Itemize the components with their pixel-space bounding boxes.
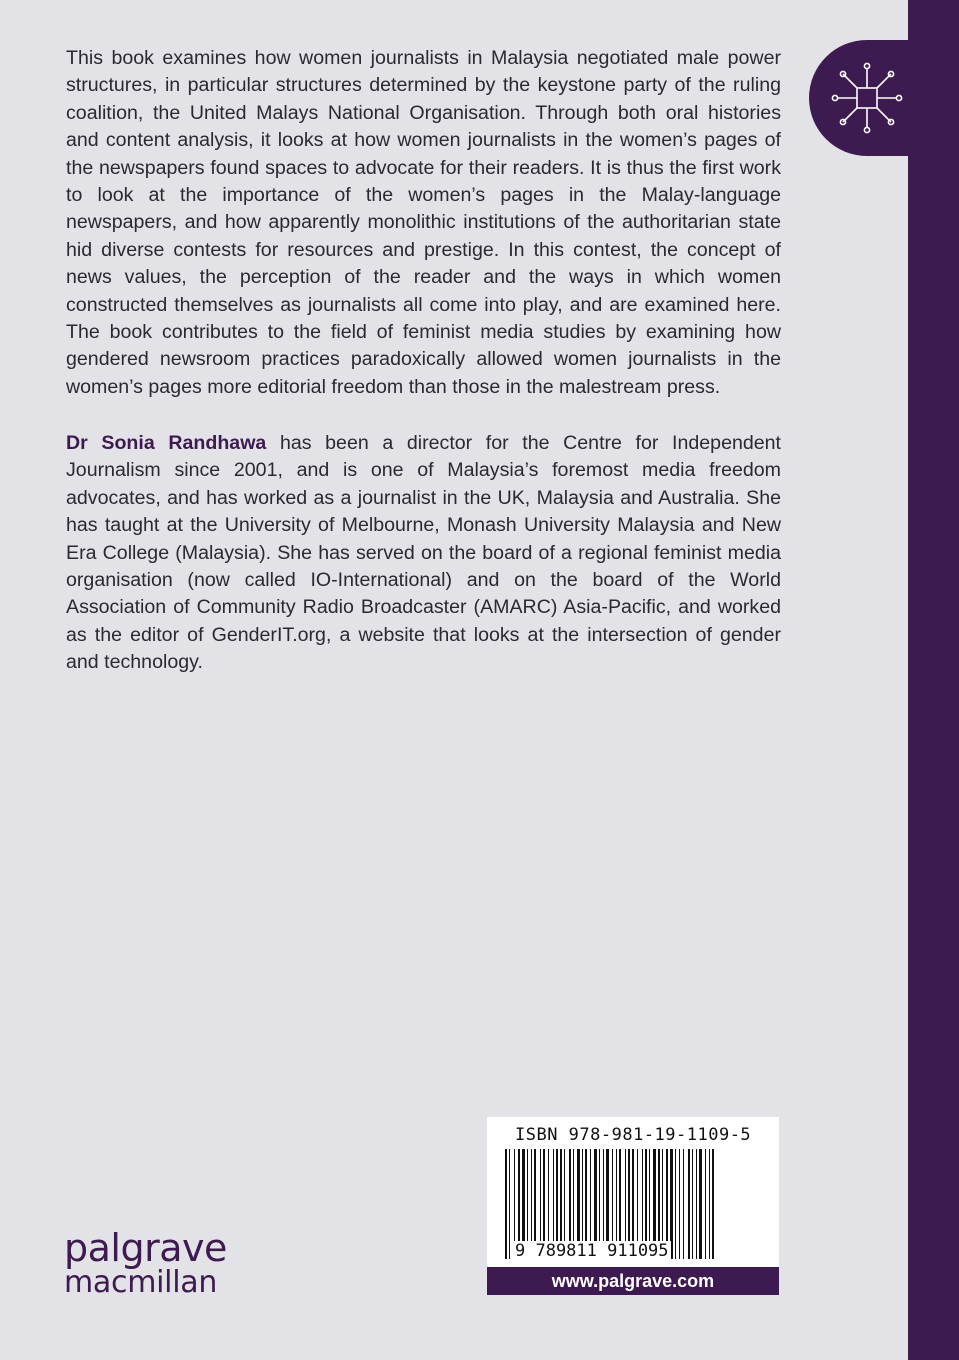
barcode-panel (487, 1117, 779, 1295)
isbn-label: ISBN 978-981-19-1109-5 (515, 1125, 752, 1145)
author-name: Dr Sonia Randhawa (66, 432, 267, 454)
author-bio-text: has been a director for the Centre for Independent Journalism since 2001, and is one of Malaysia’s foremost media freedom advocates, and has worked as a journalist in the UK, Malaysia and Australia. She has taught at the University of Melbourne, Monash University Malaysia and New Era College (Malaysia). She has served on the board of a regional feminist media organisation (now called IO-International) and on the board of the World Association of Community Radio Broadcaster (AMARC) Asia-Pacific, and worked as the editor of GenderIT.org, a website that looks at the intersection of gender and technology. (66, 432, 781, 674)
publisher-url: www.palgrave.com (487, 1267, 779, 1295)
book-description: This book examines how women journalists in Malaysia negotiated male power structures, in particular structures determined by the keystone party of the ruling coalition, the United Malays National Organisation. Through both oral histories and content analysis, it looks at how women journalists in the women’s pages of the newspapers found spaces to advocate for their readers. It is thus the first work to look at the importance of the women’s pages in the Malay-language newspapers, and how apparently monolithic institutions of the authoritarian state hid diverse contests for resources and prestige. In this contest, the concept of news values, the perception of the reader and the ways in which women constructed themselves as journalists all come into play, and are examined here. The book contributes to the field of feminist media studies by examining how gendered newsroom practices paradoxically allowed women journalists in the women’s pages more editorial freedom than those in the malestream press. (66, 47, 781, 398)
book-spine (908, 0, 959, 1360)
barcode-digits: 9 789811 911095 (515, 1241, 669, 1261)
publisher-logo (64, 1226, 227, 1300)
author-bio (66, 430, 781, 677)
palgrave-network-icon (829, 60, 905, 136)
logo-tab (809, 40, 959, 156)
publisher-name-line2: macmillan (64, 1265, 218, 1300)
publisher-name-line1: palgrave (64, 1226, 227, 1270)
